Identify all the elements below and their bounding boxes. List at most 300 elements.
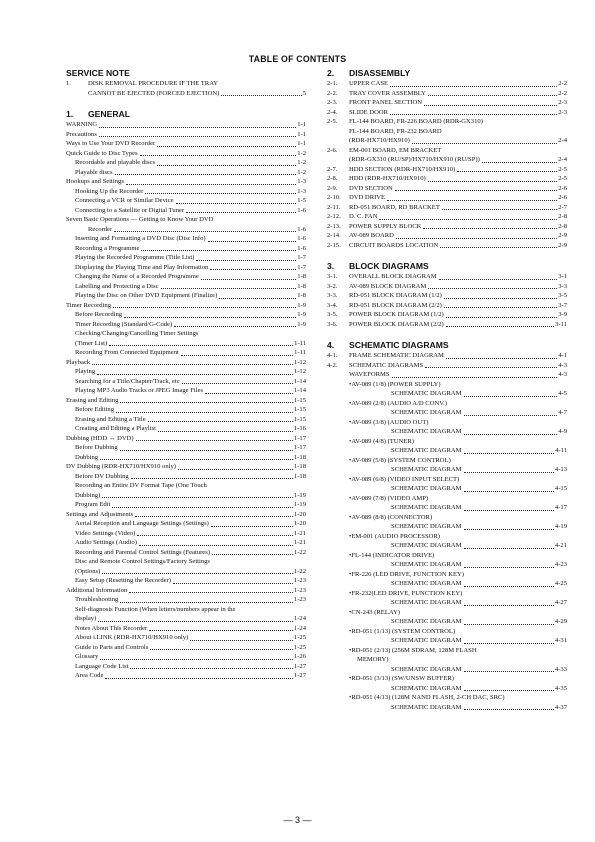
dot-leader (446, 317, 558, 318)
dot-leader (464, 396, 558, 397)
entry-title: SCHEMATIC DIAGRAM (391, 447, 462, 454)
dot-leader (109, 345, 293, 346)
toc-entry (66, 377, 306, 387)
toc-entry (327, 231, 567, 241)
dot-leader (464, 491, 554, 492)
page-ref: 1-2 (297, 149, 306, 157)
dot-leader (464, 605, 554, 606)
page-ref: 3-9 (558, 311, 567, 318)
toc-entry (66, 206, 306, 216)
entry-title: Playing (75, 368, 96, 375)
page-ref: 1-2 (297, 168, 306, 176)
entry-number: 2-8. (327, 175, 338, 182)
entry-number: 3-6. (327, 320, 338, 328)
entry-title: (Options) (75, 567, 101, 575)
page-ref: 1-12 (293, 358, 306, 366)
entry-title: AV-089 (6/8) (VIDEO INPUT SELECT) (351, 475, 460, 483)
page-ref: 1-6 (297, 244, 306, 252)
toc-entry (66, 120, 306, 130)
toc-entry (327, 193, 567, 203)
entry-title: POWER BLOCK DIAGRAM (1/2) (349, 311, 444, 318)
entry-title: POWER SUPPLY BLOCK (349, 222, 422, 230)
entry-title: SCHEMATIC DIAGRAM (391, 684, 462, 692)
entry-title: Video Settings (Video) (75, 529, 136, 537)
dot-leader (446, 326, 554, 327)
dot-leader (190, 640, 293, 641)
entry-title: Before Editing (75, 406, 115, 413)
page-ref: 4-27 (554, 599, 567, 606)
toc-entry (327, 408, 567, 418)
page-ref: 1-15 (293, 415, 306, 423)
dot-leader (174, 326, 296, 327)
entry-title: POWER BLOCK DIAGRAM (2/2) (349, 320, 444, 328)
entry-title: Quick Guide to Disc Types (66, 149, 138, 157)
entry-title: RD-051 (1/13) (SYSTEM CONTROL) (351, 627, 456, 635)
page-ref: 1-23 (293, 586, 306, 594)
page-ref: 1-19 (293, 501, 306, 508)
entry-title: Inserting and Formatting a DVD Disc (Disc Info) (75, 235, 206, 242)
entry-title: Erasing and Editing a Title (75, 415, 146, 423)
dot-leader (136, 440, 293, 441)
toc-entry (327, 627, 567, 637)
toc-entry (327, 655, 567, 665)
toc-entry (327, 89, 567, 99)
toc-entry (66, 130, 306, 140)
dot-leader (464, 567, 554, 568)
entry-title: Audio Settings (Audio) (75, 539, 137, 546)
entry-title: UPPER CASE (349, 80, 389, 87)
toc-entry (327, 541, 567, 551)
toc-entry (327, 646, 567, 656)
entry-title: Additional Information (66, 586, 128, 594)
entry-title: Dubbing (HDD ↔ DVD) (66, 434, 134, 442)
page-ref: 4-37 (554, 703, 567, 711)
toc-entry (327, 598, 567, 608)
dot-leader (444, 298, 557, 299)
entry-title: SCHEMATIC DIAGRAM (391, 618, 462, 625)
page-ref: 1-11 (294, 339, 306, 347)
toc-entry (327, 437, 567, 447)
dot-leader (130, 668, 292, 669)
dot-leader (126, 184, 296, 185)
dot-leader (98, 621, 293, 622)
dot-leader (457, 171, 557, 172)
toc-entry (66, 396, 306, 406)
page-ref: 2-6 (558, 194, 567, 201)
entry-title: FRAME SCHEMATIC DIAGRAM (349, 352, 444, 359)
toc-entry (66, 196, 306, 206)
page-ref: 1-3 (297, 187, 306, 195)
page-ref: 1-19 (293, 491, 306, 499)
dot-leader (444, 307, 557, 308)
toc-entry (66, 434, 306, 444)
page-ref: 4-9 (558, 428, 567, 435)
page-ref: 1-1 (297, 140, 306, 147)
toc-entry (66, 386, 306, 396)
entry-title: FRONT PANEL SECTION (349, 99, 423, 106)
entry-number: 2-6. (327, 146, 338, 154)
entry-title: Troubleshooting (75, 596, 119, 603)
dot-leader (464, 415, 558, 416)
entry-title: Aerial Reception and Language Settings (Settings) (75, 520, 209, 527)
entry-title: SCHEMATIC DIAGRAM (391, 523, 462, 530)
toc-entry (66, 671, 306, 681)
entry-number: 3-3. (327, 292, 338, 299)
entry-title: SCHEMATIC DIAGRAM (391, 637, 462, 644)
entry-title: Playable discs (75, 168, 113, 176)
entry-title: OVERALL BLOCK DIAGRAM (349, 273, 437, 280)
dot-leader (428, 288, 557, 289)
bullet: • (349, 675, 352, 682)
dot-leader (99, 136, 296, 137)
toc-entry (327, 399, 567, 409)
page-ref: 2-3 (558, 108, 567, 116)
toc-entry (66, 320, 306, 330)
dot-leader (113, 307, 296, 308)
toc-entry (66, 500, 306, 510)
entry-title: SCHEMATIC DIAGRAM (391, 542, 462, 549)
page-ref: 1-22 (293, 548, 306, 556)
dot-leader (145, 193, 296, 194)
page-ref: 1-24 (293, 615, 306, 622)
toc-entry (327, 79, 567, 89)
toc-entry (327, 570, 567, 580)
dot-leader (97, 374, 293, 375)
section-number: 1. (66, 109, 74, 119)
toc-entry (66, 149, 306, 159)
dot-leader (464, 548, 554, 549)
entry-title: AV-089 (5/8) (SYSTEM CONTROL) (351, 456, 451, 464)
dot-leader (157, 165, 296, 166)
page-ref: 1-16 (293, 425, 306, 432)
toc-entry (66, 453, 306, 463)
toc-entry (327, 589, 567, 599)
entry-number: 4-2. (327, 361, 338, 369)
entry-title: FL-144 BOARD, FR-226 BOARD (RDR-GX310) (349, 118, 483, 125)
bullet: • (349, 456, 352, 464)
entry-title: FL-144 BOARD, FR-232 BOARD (349, 127, 442, 135)
toc-entry (327, 674, 567, 684)
dot-leader (120, 402, 293, 403)
dot-leader (424, 105, 557, 106)
toc-entry (327, 203, 567, 213)
entry-number: 2-12. (327, 213, 341, 220)
entry-title: AV-089 (1/8) (POWER SUPPLY) (351, 380, 441, 388)
dot-leader (182, 383, 293, 384)
entry-number: 2-7. (327, 165, 338, 173)
page-title: TABLE OF CONTENTS (248, 54, 347, 64)
dot-leader (120, 602, 293, 603)
page-ref: 1-27 (293, 672, 306, 679)
entry-number: 2-11. (327, 203, 341, 211)
dot-leader (205, 393, 293, 394)
dot-leader (131, 478, 293, 479)
toc-entry (66, 491, 306, 501)
toc-entry (327, 272, 567, 282)
bullet: • (349, 513, 352, 521)
entry-title: RD-051 (4/13) (128M NAND FLASH, 2-CH DAC, SRC) (351, 694, 505, 701)
section-number: 2. (327, 68, 335, 78)
entry-number: 2-3. (327, 99, 338, 106)
toc-entry (66, 79, 306, 89)
page-ref: 4-17 (554, 504, 567, 511)
dot-leader (186, 212, 296, 213)
toc-entry (66, 405, 306, 415)
toc-entry (327, 117, 567, 127)
section-heading (66, 68, 306, 79)
toc-entry (66, 139, 306, 149)
entry-title: Recording and Parental Control Settings (Features) (75, 548, 210, 556)
page-ref: 1-17 (293, 444, 306, 451)
section-number: 4. (327, 340, 335, 350)
section-title: SCHEMATIC DIAGRAMS (349, 340, 449, 350)
dot-leader (100, 659, 292, 660)
dot-leader (176, 203, 297, 204)
entry-number: 2-4. (327, 108, 338, 116)
toc-entry (66, 215, 306, 225)
page-ref: 4-15 (554, 485, 567, 492)
page-ref: 1-14 (293, 377, 306, 385)
entry-title: Before Recording (75, 311, 123, 318)
bullet: • (349, 551, 352, 559)
page-ref: 3-7 (558, 301, 567, 309)
toc-entry (327, 389, 567, 399)
entry-number: 2-15. (327, 241, 341, 249)
entry-title: SCHEMATIC DIAGRAM (391, 665, 462, 673)
entry-title: Labelling and Protecting a Disc (75, 282, 159, 290)
toc-entry (327, 579, 567, 589)
page-ref: 4-3 (558, 361, 567, 369)
toc-entry (66, 177, 306, 187)
toc-entry (327, 380, 567, 390)
entry-title: Erasing and Editing (66, 396, 119, 404)
dot-leader (114, 231, 296, 232)
dot-leader (157, 146, 296, 147)
bullet: • (349, 694, 352, 701)
page-ref: 4-25 (554, 580, 567, 587)
toc-entry (66, 576, 306, 586)
toc-entry (327, 475, 567, 485)
toc-entry (66, 662, 306, 672)
entry-title: Timer Recording (Standard/G-Code) (75, 320, 173, 328)
toc-entry (327, 522, 567, 532)
toc-entry (66, 358, 306, 368)
section-title: DISASSEMBLY (349, 68, 411, 78)
page-ref: 1-21 (293, 539, 306, 546)
dot-leader (464, 643, 554, 644)
toc-entry (327, 310, 567, 320)
toc-entry (66, 291, 306, 301)
toc-entry (66, 529, 306, 539)
dot-leader (212, 554, 293, 555)
page-ref: 1-9 (297, 301, 306, 309)
toc-entry (327, 361, 567, 371)
entry-title: SCHEMATIC DIAGRAM (391, 504, 462, 511)
dot-leader (99, 127, 296, 128)
toc-entry (327, 291, 567, 301)
page-ref: 2-9 (558, 241, 567, 249)
entry-title: Checking/Changing/Cancelling Timer Settings (75, 330, 199, 337)
toc-entry (327, 127, 567, 137)
page-ref: 2-4 (558, 137, 567, 144)
entry-title: HDD (RDR-HX710/HX910) (349, 175, 426, 182)
entry-title: Connecting to a Satellite or Digital Tuner (75, 206, 185, 214)
entry-title: Creating and Editing a Playlist (75, 425, 156, 432)
toc-entry (66, 158, 306, 168)
toc-entry (66, 472, 306, 482)
dot-leader (115, 174, 297, 175)
dot-leader (150, 649, 293, 650)
toc-entry (327, 98, 567, 108)
entry-title: AV-089 (7/8) (VIDEO AMP) (351, 494, 429, 502)
page-ref: 2-5 (558, 165, 567, 173)
toc-entry (66, 310, 306, 320)
page-ref: 1-22 (293, 567, 306, 575)
toc-entry (66, 415, 306, 425)
page-ref: 1-23 (293, 596, 306, 603)
entry-title: Language Code List (75, 662, 129, 670)
entry-title: Recording an Entire DV Format Tape (One Touch (75, 482, 207, 489)
toc-entry (327, 146, 567, 156)
dot-leader (379, 219, 557, 220)
toc-entry (327, 282, 567, 292)
entry-title: Playing MP3 Audio Tracks or JPEG Image Files (75, 387, 204, 394)
entry-title: Displaying the Playing Time and Play Information (75, 263, 209, 271)
toc-entry (327, 222, 567, 232)
toc-entry (327, 484, 567, 494)
toc-entry (327, 684, 567, 694)
entry-title: RD-051 (2/13) (256M SDRAM, 128M FLASH (351, 646, 477, 654)
toc-entry (327, 351, 567, 361)
entry-title: MEMORY) (357, 656, 389, 663)
toc-entry (327, 503, 567, 513)
page-ref: 3-5 (558, 292, 567, 299)
toc-entry (66, 633, 306, 643)
dot-leader (464, 624, 554, 625)
entry-title: About i.LINK (RDR-HX710/HX910 only) (75, 634, 189, 641)
dot-leader (221, 95, 301, 96)
entry-title: RD-051 BLOCK DIAGRAM (1/2) (349, 292, 442, 299)
page-ref: 4-3 (558, 371, 567, 378)
entry-number: 2-13. (327, 222, 341, 230)
entry-title: SCHEMATIC DIAGRAM (391, 561, 462, 568)
dot-leader (211, 526, 293, 527)
entry-title: AV-089 BOARD (349, 232, 394, 239)
page-ref: 1-21 (293, 529, 306, 537)
entry-title: DVD SECTION (349, 184, 393, 192)
entry-title: FR-232(LED DRIVE, FUNCTION KEY) (351, 589, 463, 597)
bullet: • (349, 627, 352, 635)
dot-leader (148, 421, 293, 422)
toc-entry (66, 234, 306, 244)
dot-leader (464, 529, 554, 530)
entry-number: 4-1. (327, 352, 338, 359)
page-ref: 1-11 (294, 349, 306, 356)
dot-leader (396, 238, 557, 239)
page-ref: 2-4 (558, 156, 567, 163)
dot-leader (464, 709, 554, 710)
bullet: • (349, 646, 352, 654)
page-ref: 2-3 (558, 99, 567, 106)
page-ref: 4-29 (554, 618, 567, 625)
page-ref: 1-12 (293, 368, 306, 375)
dot-leader (201, 279, 296, 280)
entry-title: SLIDE DOOR (349, 108, 389, 116)
entry-title: RD-051 BLOCK DIAGRAM (2/2) (349, 301, 442, 309)
entry-title: Easy Setup (Resetting the Recorder) (75, 577, 171, 584)
page-ref: 1-18 (293, 472, 306, 480)
entry-title: AV-089 (3/8) (AUDIO OUT) (351, 418, 429, 426)
page-ref: 1-5 (297, 197, 306, 204)
toc-entry (327, 693, 567, 703)
toc-entry (66, 424, 306, 434)
entry-title: SCHEMATIC DIAGRAM (391, 390, 462, 397)
entry-number: 3-4. (327, 301, 338, 309)
entry-title: EM-001 BOARD, EM BRACKET (349, 146, 442, 154)
section-heading (327, 68, 567, 79)
dot-leader (137, 535, 293, 536)
entry-title: D. C. FAN (349, 213, 378, 220)
page-ref: 1-25 (293, 643, 306, 651)
toc-entry (327, 418, 567, 428)
dot-leader (390, 114, 557, 115)
bullet: • (349, 589, 352, 597)
page-ref: 2-8 (558, 222, 567, 230)
page-ref: 5 (302, 89, 306, 97)
toc-entry (327, 665, 567, 675)
entry-title: RD-051 (3/13) (SW/UNSW BUFFER) (351, 675, 454, 682)
entry-number: 2-9. (327, 184, 338, 192)
entry-number: 2-14. (327, 232, 341, 239)
entry-title: FL-144 (INDICATOR DRIVE) (351, 551, 435, 559)
toc-entry (66, 443, 306, 453)
toc-entry (327, 446, 567, 456)
dot-leader (464, 434, 558, 435)
entry-number: 3-5. (327, 311, 338, 318)
dot-leader (390, 86, 557, 87)
toc-entry (327, 155, 567, 165)
toc-entry (327, 241, 567, 251)
toc-entry (66, 548, 306, 558)
dot-leader (178, 469, 293, 470)
dot-leader (446, 358, 557, 359)
page-ref: 4-7 (558, 409, 567, 416)
entry-title: Recorder (88, 225, 113, 233)
dot-leader (173, 583, 293, 584)
toc-entry (66, 272, 306, 282)
toc-entry (66, 89, 306, 99)
entry-title: CIRCUIT BOARDS LOCATION (349, 241, 439, 249)
section-heading (327, 261, 567, 272)
dot-leader (135, 516, 293, 517)
entry-title: display) (75, 615, 97, 622)
dot-leader (141, 250, 296, 251)
page-ref: 2-8 (558, 213, 567, 220)
entry-title: Hookups and Settings (66, 178, 124, 185)
toc-entry (66, 624, 306, 634)
section-title: BLOCK DIAGRAMS (349, 261, 429, 271)
entry-title: Notes About This Recorder (75, 624, 148, 632)
toc-entry (66, 652, 306, 662)
page-ref: 2-6 (558, 184, 567, 192)
entry-title: RD-051 BOARD, RD BRACKET (349, 203, 440, 211)
page-ref: 1-7 (297, 263, 306, 271)
page-ref: 1-7 (297, 254, 306, 261)
dot-leader (442, 209, 557, 210)
bullet: • (349, 399, 352, 407)
page-ref: 4-19 (554, 523, 567, 530)
entry-title: CN-243 (RELAY) (351, 608, 400, 616)
